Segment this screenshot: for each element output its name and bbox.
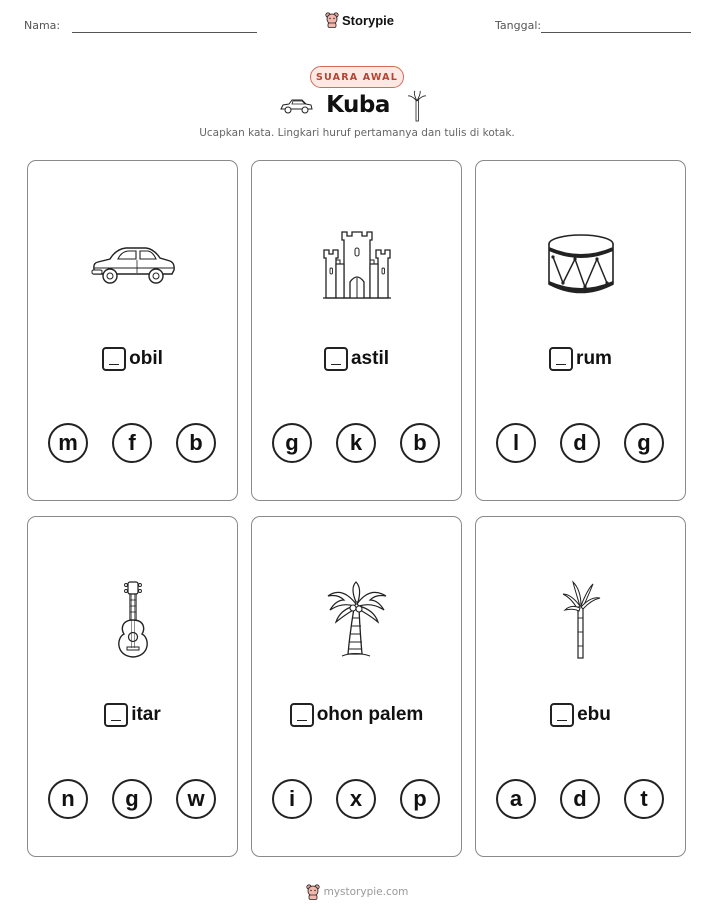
letter-choice[interactable]: w (176, 779, 216, 819)
letter-choice[interactable]: l (496, 423, 536, 463)
word-card-3 (475, 160, 686, 501)
letter-choice[interactable]: k (336, 423, 376, 463)
letter-choices (476, 779, 685, 823)
letter-choices (252, 779, 461, 823)
word-prompt (252, 703, 461, 727)
word-ending: obil (129, 348, 163, 369)
word-prompt (28, 703, 237, 727)
letter-choice[interactable]: g (624, 423, 664, 463)
letter-choice[interactable]: a (496, 779, 536, 819)
worksheet-header (0, 0, 714, 50)
word-prompt (476, 347, 685, 371)
guitar-icon (113, 580, 153, 660)
footer (0, 884, 714, 900)
name-label: Nama: (24, 19, 61, 32)
answer-box[interactable] (324, 347, 348, 371)
brand-logo (325, 12, 394, 28)
letter-choice[interactable]: p (400, 779, 440, 819)
sugarcane-icon (559, 580, 603, 660)
instructions-text: Ucapkan kata. Lingkari huruf pertamanya dan tulis di kotak. (199, 127, 515, 139)
word-prompt (28, 347, 237, 371)
bear-mascot-icon (325, 12, 339, 28)
letter-choice[interactable]: i (272, 779, 312, 819)
answer-box[interactable] (549, 347, 573, 371)
letter-choice[interactable]: d (560, 779, 600, 819)
word-prompt (476, 703, 685, 727)
letter-choice[interactable]: d (560, 423, 600, 463)
car-icon (90, 239, 176, 289)
word-card-2 (251, 160, 462, 501)
letter-choices (476, 423, 685, 467)
letter-choices (252, 423, 461, 467)
word-card-5 (251, 516, 462, 857)
letter-choice[interactable]: f (112, 423, 152, 463)
letter-choice[interactable]: x (336, 779, 376, 819)
car-icon (279, 96, 313, 116)
letter-choice[interactable]: m (48, 423, 88, 463)
answer-box[interactable] (104, 703, 128, 727)
word-prompt (252, 347, 461, 371)
palm-tree-icon (324, 580, 390, 660)
letter-choices (28, 779, 237, 823)
word-card-4 (27, 516, 238, 857)
answer-box[interactable] (550, 703, 574, 727)
word-ending: ohon palem (316, 704, 424, 725)
letter-choice[interactable]: b (176, 423, 216, 463)
answer-box[interactable] (102, 347, 126, 371)
date-line[interactable] (541, 32, 691, 33)
word-card-6 (475, 516, 686, 857)
footer-url[interactable]: mystorypie.com (323, 886, 409, 898)
date-label: Tanggal: (495, 19, 542, 32)
castle-icon (322, 228, 392, 300)
letter-choice[interactable]: g (112, 779, 152, 819)
bear-mascot-icon (306, 884, 320, 900)
name-line[interactable] (72, 32, 257, 33)
letter-choice[interactable]: n (48, 779, 88, 819)
brand-name: Storypie (342, 12, 395, 28)
word-ending: astil (350, 348, 390, 369)
letter-choice[interactable]: t (624, 779, 664, 819)
word-ending: rum (576, 348, 612, 369)
category-badge: SUARA AWAL (310, 66, 404, 88)
letter-choices (28, 423, 237, 467)
word-ending: ebu (577, 704, 611, 725)
word-ending: itar (131, 704, 161, 725)
letter-choice[interactable]: g (272, 423, 312, 463)
worksheet-title: Kuba (326, 92, 390, 118)
letter-choice[interactable]: b (400, 423, 440, 463)
word-card-1 (27, 160, 238, 501)
sugarcane-icon (406, 90, 428, 122)
drum-icon (545, 231, 617, 297)
answer-box[interactable] (290, 703, 314, 727)
